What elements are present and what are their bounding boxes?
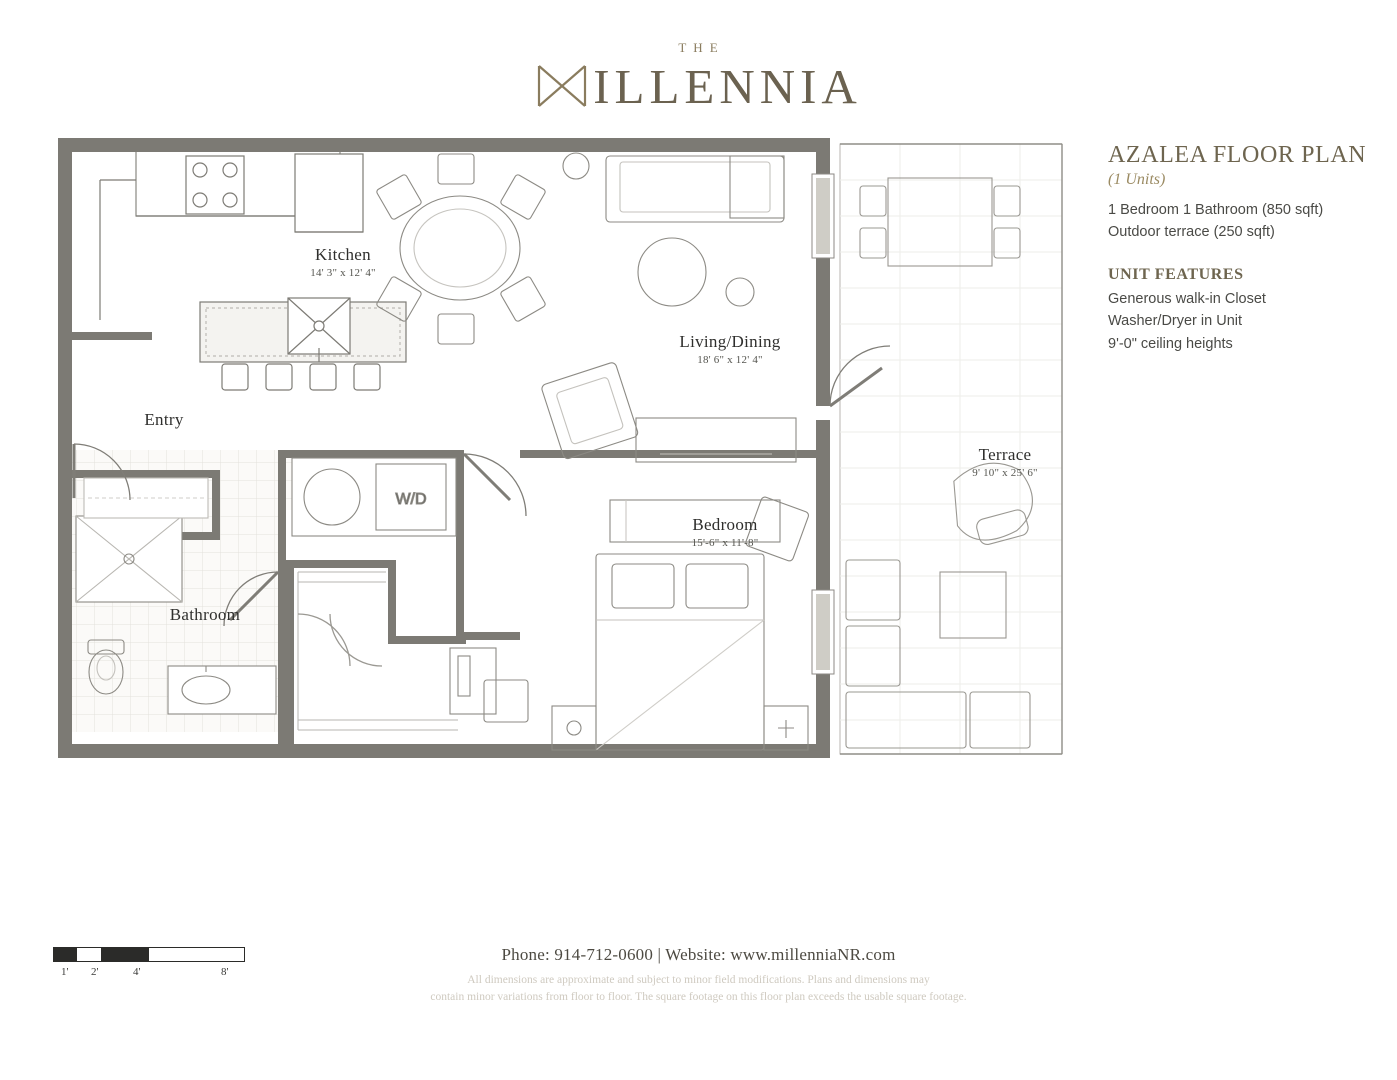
room-label-bedroom: Bedroom 15'-6" x 11'-8" [691,515,759,549]
room-label-entry: Entry [144,410,184,429]
unit-spec-terrace: Outdoor terrace (250 sqft) [1108,224,1275,241]
scale-tick-labels: 1' 2' 4' 8' [61,966,229,978]
unit-features-heading: UNIT FEATURES [1108,265,1244,283]
washer-dryer-label: W/D [395,491,427,508]
unit-spec-bedrooms: 1 Bedroom 1 Bathroom (850 sqft) [1108,202,1324,218]
footer [0,945,1397,1007]
laundry-appliances [292,458,456,536]
unit-feature-closet: Generous walk-in Closet [1108,290,1266,307]
room-label-living-dining: Living/Dining 18' 6" x 12' 4" [679,332,781,366]
logo-wordmark: ILLENNIA [593,58,862,114]
room-label-bathroom: Bathroom [169,605,241,624]
room-label-kitchen: Kitchen 14' 3" x 12' 4" [310,245,376,279]
unit-count: (1 Units) [1108,171,1166,188]
room-label-terrace: Terrace 9' 10" x 25' 6" [972,445,1038,479]
m-monogram-icon [535,60,589,112]
logo-top-word: THE [678,40,725,55]
floor-plan-drawing [40,120,1090,780]
unit-feature-washer: Washer/Dryer in Unit [1108,313,1243,330]
disclaimer: All dimensions are approximate and subject to minor field modifications. Plans and dimensions may contain minor variations from floor to floor. The square footage on this floor plan exceeds the usable square footage. [430,974,967,1004]
page-title: AZALEA FLOOR PLAN [1108,142,1367,168]
unit-feature-ceiling: 9'-0" ceiling heights [1108,335,1233,352]
unit-info-panel [1108,142,1378,355]
contact-line: Phone: 914-712-0600 | Website: www.millenniaNR.com [501,945,896,964]
brand-logo [0,40,1397,112]
